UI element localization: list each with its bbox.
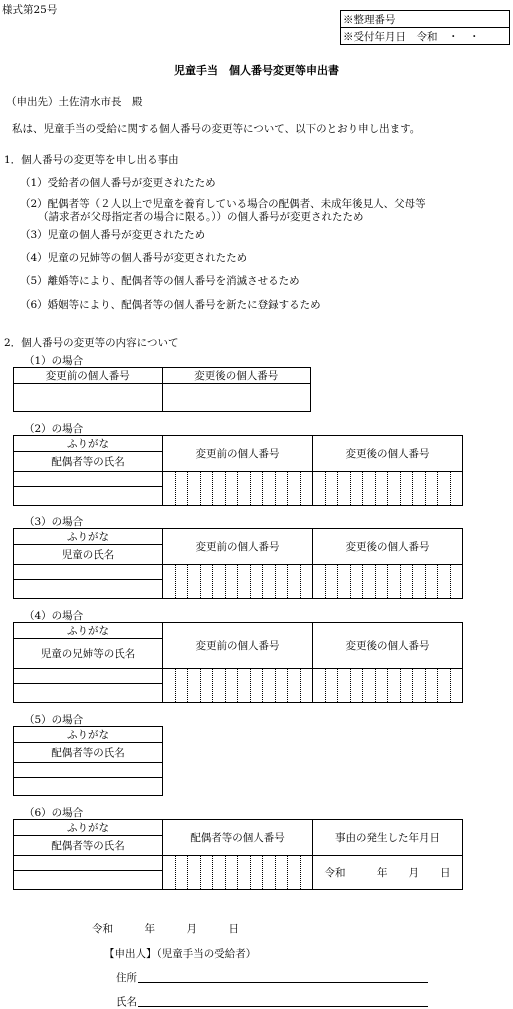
submission-date[interactable]: 令和 年 月 日 [92,923,239,935]
reason-2[interactable]: （2）配偶者等（２人以上で児童を養育している場合の配偶者、未成年後見人、父母等 [20,198,426,210]
addressee: （申出先）土佐清水市長 殿 [6,96,143,108]
case5-table [13,726,163,796]
reason-3[interactable]: （3）児童の個人番号が変更されたため [20,229,206,241]
case1-before-number-input[interactable] [14,384,163,412]
case2-before-header: 変更前の個人番号 [163,436,313,472]
reason-2-continued: （請求者が父母指定者の場合に限る。））の個人番号が変更されたため [38,211,364,223]
case2-furigana-header: ふりがな [14,436,163,452]
received-date-label: ※受付年月日 令和 ・ ・ [341,28,510,45]
form-number: 様式第25号 [2,4,58,16]
case5-furigana-header: ふりがな [14,727,163,743]
case2-table [13,435,463,506]
name-input[interactable] [138,1006,428,1007]
case4-before-header: 変更前の個人番号 [163,623,313,669]
reason-6[interactable]: （6）婚姻等により、配偶者等の個人番号を新たに登録するため [20,299,321,311]
case5-name-header: 配偶者等の氏名 [14,743,163,763]
case4-before-number-input[interactable] [163,669,313,703]
case6-table [13,819,463,890]
case1-label: （1）の場合 [24,355,84,367]
case3-furigana-header: ふりがな [14,529,163,545]
case6-number-header: 配偶者等の個人番号 [163,820,313,856]
case4-label: （4）の場合 [24,610,84,622]
case6-furigana-input[interactable] [14,856,163,871]
case6-date-header: 事由の発生した年月日 [313,820,463,856]
case6-date-input[interactable]: 令和 年 月 日 [313,856,463,890]
case5-furigana-input[interactable] [14,763,163,778]
case3-after-number-input[interactable] [313,565,463,599]
page-title: 児童手当 個人番号変更等申出書 [174,64,339,77]
case4-name-input[interactable] [14,684,163,703]
case2-furigana-input[interactable] [14,472,163,487]
address-input[interactable] [138,982,428,983]
case4-table [13,622,463,703]
case3-name-input[interactable] [14,580,163,599]
case3-table [13,528,463,599]
case1-after-header: 変更後の個人番号 [162,368,311,384]
case4-furigana-header: ふりがな [14,623,163,639]
case3-before-number-input[interactable] [163,565,313,599]
section2-heading: 2．個人番号の変更等の内容について [4,337,179,349]
case4-after-number-input[interactable] [313,669,463,703]
case6-number-input[interactable] [163,856,313,890]
case3-before-header: 変更前の個人番号 [163,529,313,565]
case4-after-header: 変更後の個人番号 [313,623,463,669]
reason-5[interactable]: （5）離婚等により、配偶者等の個人番号を消滅させるため [20,275,300,287]
section1-heading: 1．個人番号の変更等を申し出る事由 [4,154,179,166]
reason-4[interactable]: （4）児童の兄姉等の個人番号が変更されたため [20,252,248,264]
case3-name-header: 児童の氏名 [14,545,163,565]
case6-furigana-header: ふりがな [14,820,163,836]
intro-text: 私は、児童手当の受給に関する個人番号の変更等について、以下のとおり申し出ます。 [12,123,421,135]
case6-name-header: 配偶者等の氏名 [14,836,163,856]
case1-table [13,367,311,412]
case3-furigana-input[interactable] [14,565,163,580]
case2-label: （2）の場合 [24,423,84,435]
case2-before-number-input[interactable] [163,472,313,506]
case2-name-input[interactable] [14,487,163,506]
case5-name-input[interactable] [14,778,163,796]
case4-furigana-input[interactable] [14,669,163,684]
case3-label: （3）の場合 [24,516,84,528]
case6-name-input[interactable] [14,871,163,890]
reason-1[interactable]: （1）受給者の個人番号が変更されたため [20,177,216,189]
case1-after-number-input[interactable] [162,384,311,412]
address-label: 住所 [116,972,137,984]
case3-after-header: 変更後の個人番号 [313,529,463,565]
applicant-heading: 【申出人】（児童手当の受給者） [104,948,257,960]
case6-label: （6）の場合 [24,807,84,819]
case4-name-header: 児童の兄姉等の氏名 [14,639,163,669]
name-label: 氏名 [116,996,137,1008]
case5-label: （5）の場合 [24,714,84,726]
case1-before-header: 変更前の個人番号 [14,368,163,384]
case2-after-header: 変更後の個人番号 [313,436,463,472]
reference-number-label: ※整理番号 [341,11,510,28]
case2-after-number-input[interactable] [313,472,463,506]
office-use-box [340,10,510,45]
case2-name-header: 配偶者等の氏名 [14,452,163,472]
